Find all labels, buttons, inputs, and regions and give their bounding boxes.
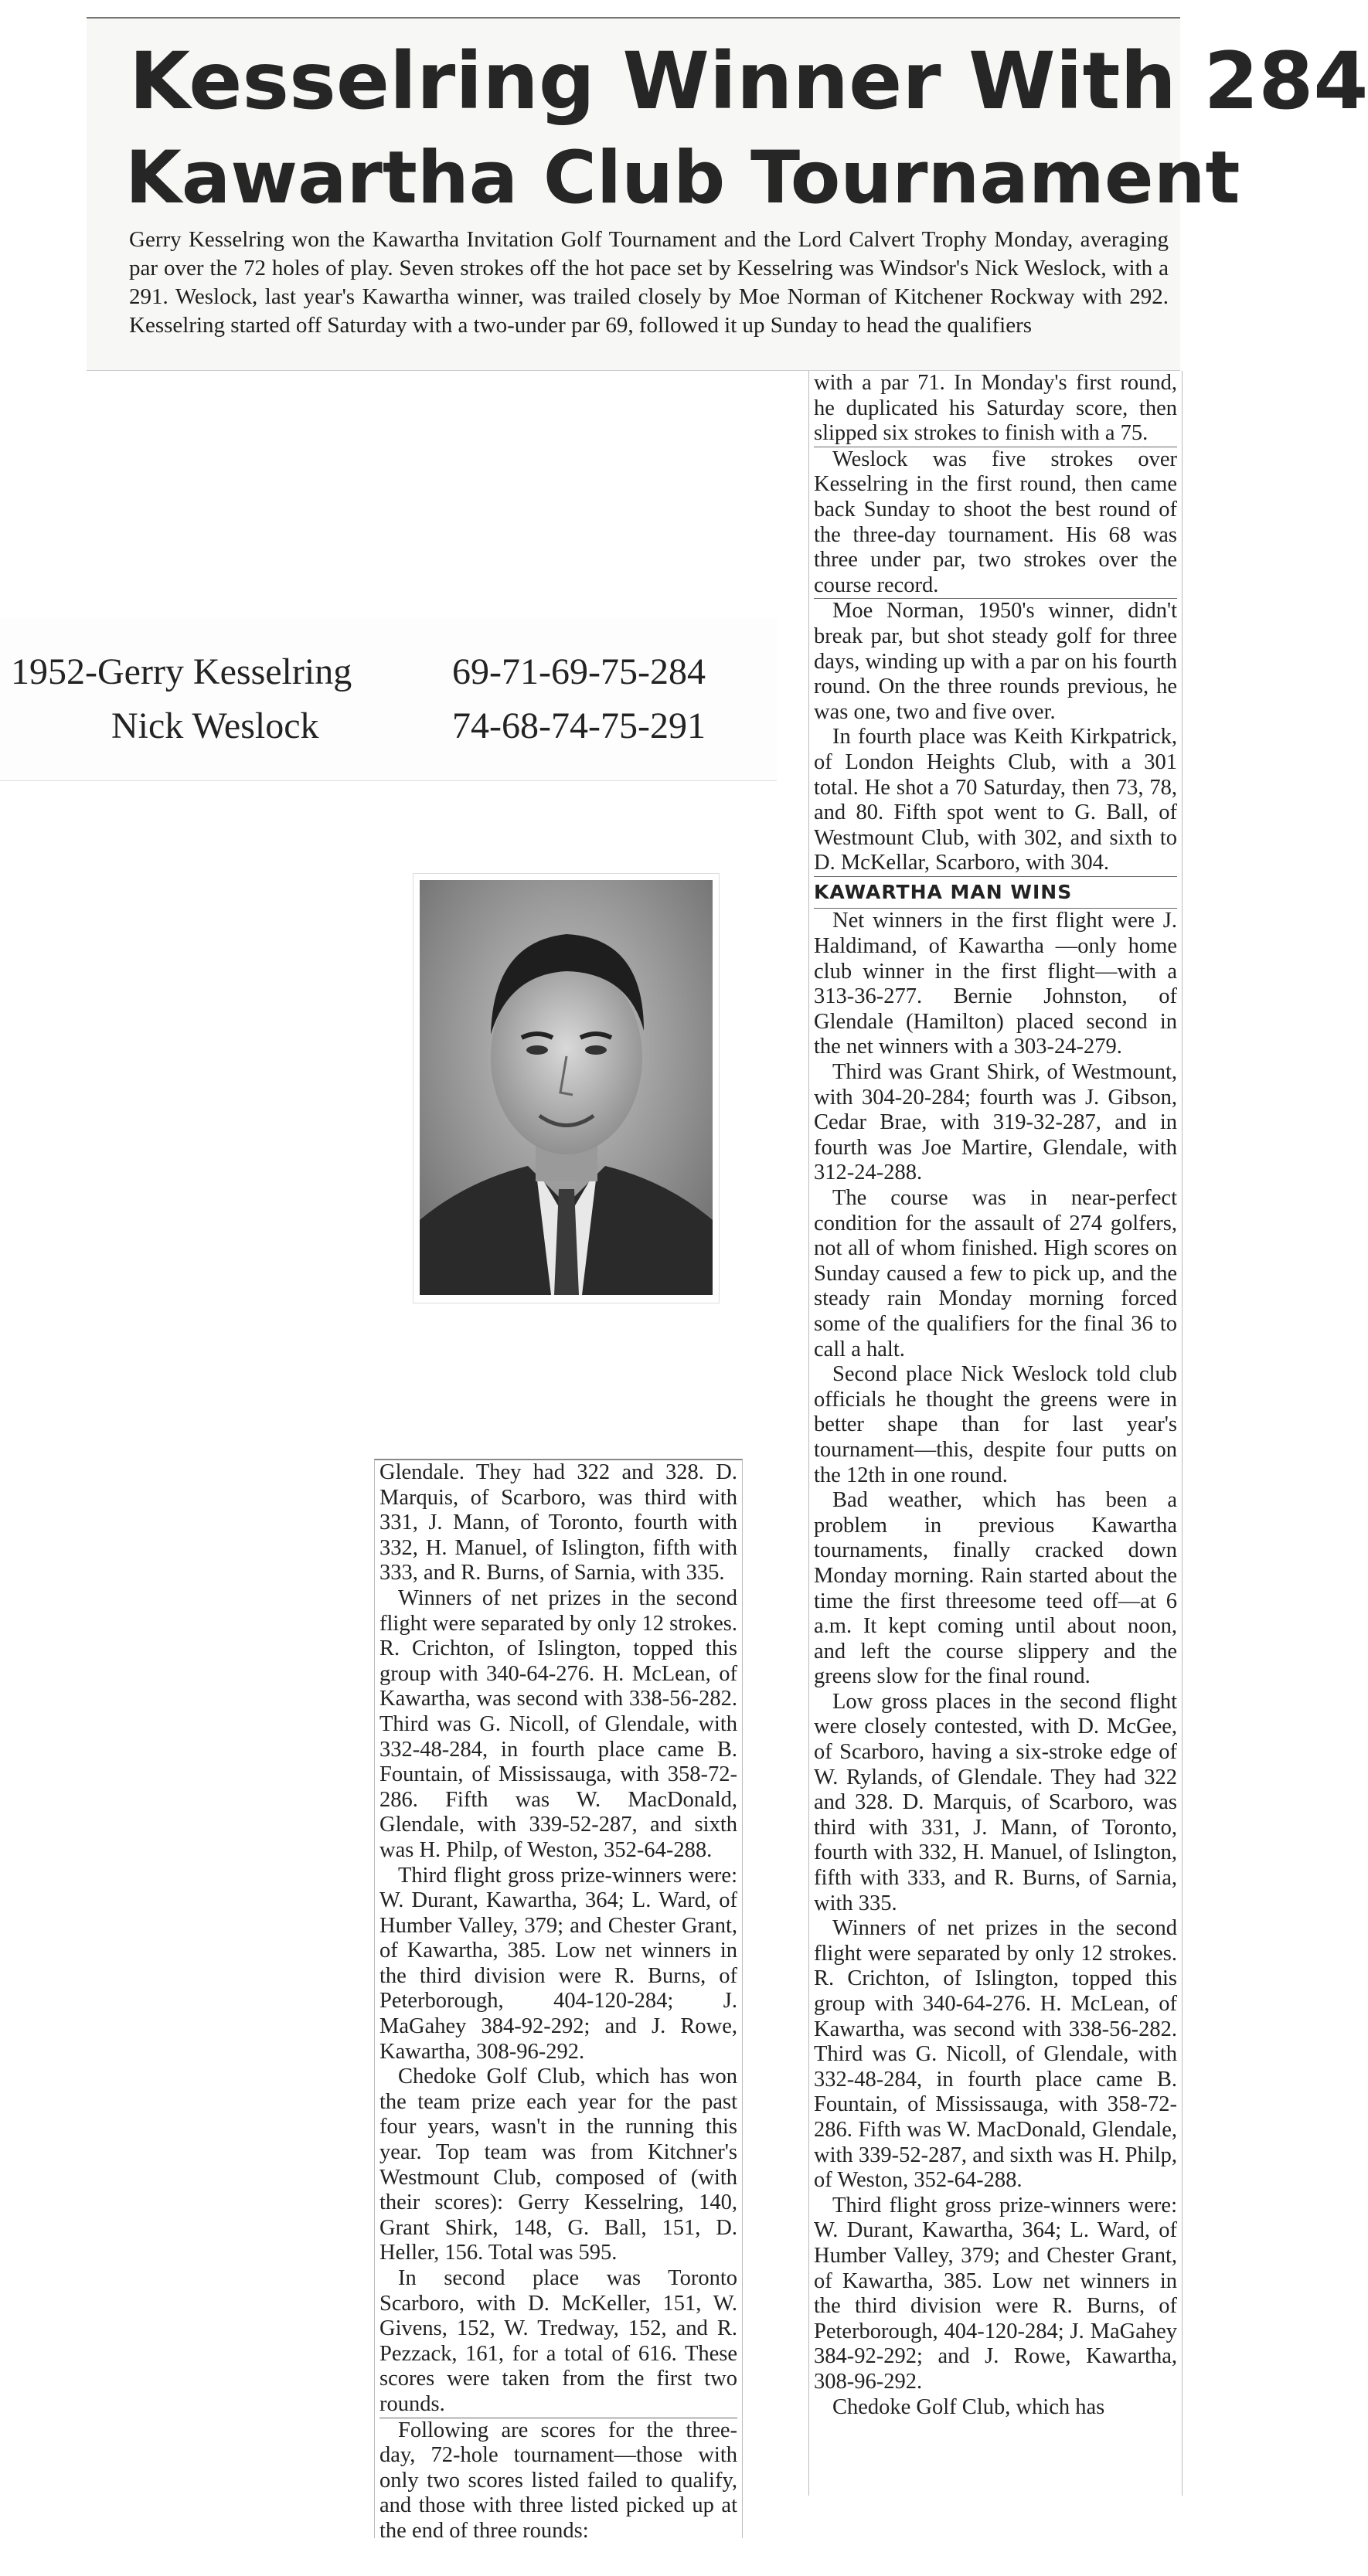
right-paragraph: Low gross places in the second flight were closely contested, with D. McGee, of Scarboro, having a six-stroke edge of W. Rylands, of Glendale. They had 322 and 328. D. Marquis, of Scarboro, was third with 331, J. Mann, of Toronto, fourth with 332, H. Manuel, of Islington, fifth with 333, and R. Burns, of Sarnia, with 335. xyxy=(814,1689,1177,1915)
portrait-photo-icon xyxy=(420,880,713,1295)
score-row-1-scores: 69-71-69-75-284 xyxy=(452,651,706,692)
section-subhead: KAWARTHA MAN WINS xyxy=(814,880,1073,903)
headline-line-1: Kesselring Winner With 284 xyxy=(129,36,1368,127)
lower-article-column xyxy=(374,1459,743,2543)
right-paragraph: with a par 71. In Monday's first round, he duplicated his Saturday score, then slipped six strokes to finish with a 75. xyxy=(814,371,1177,446)
right-article-column xyxy=(808,371,1183,2496)
right-paragraph: The course was in near-perfect condition for the assault of 274 golfers, not all of whom finished. High scores on Sunday caused a few to pick up, and the steady rain Monday morning forced some of the qualifiers for the final 36 to call a halt. xyxy=(814,1186,1177,1361)
lower-paragraph: Winners of net prizes in the second flight were separated by only 12 strokes. R. Crichton, of Islington, topped this group with 340-64-276. H. McLean, of Kawartha, was second with 338-56-282. Third was G. Nicoll, of Glendale, with 332-48-284, in fourth place came B. Fountain, of Mississauga, with 358-72-286. Fifth was W. MacDonald, Glendale, with 339-52-287, and sixth was H. Philp, of Weston, 352-64-288. xyxy=(379,1585,737,1862)
right-paragraph: Weslock was five strokes over Kesselring in the first round, then came back Sunday to shoot the best round of the three-day tournament. His 68 was three under par, two strokes over the course record. xyxy=(814,447,1177,597)
lower-paragraph: Chedoke Golf Club, which has won the team prize each year for the past four years, wasn't in the running this year. Top team was from Kitchner's Westmount Club, composed of (with their scores): Gerry Kesselring, 140, Grant Shirk, 148, G. Ball, 151, D. Heller, 156. Total was 595. xyxy=(379,2065,737,2265)
score-row-2-scores: 74-68-74-75-291 xyxy=(452,705,706,746)
score-row-1-name: 1952-Gerry Kesselring xyxy=(11,651,352,692)
lead-paragraph: Gerry Kesselring won the Kawartha Invitation Golf Tournament and the Lord Calvert Trophy Monday, averaging par over the 72 holes of play. Seven strokes off the hot pace set by Kesselring was Windsor's Nick Weslock, with a 291. Weslock, last year's Kawartha winner, was trailed closely by Moe Norman of Kitchener Rockway with 292. Kesselring started off Saturday with a two-under par 69, followed it up Sunday to head the qualifiers xyxy=(129,227,1169,338)
right-paragraph: Moe Norman, 1950's winner, didn't break par, but shot steady golf for three days, winding up with a par on his fourth round. On the three rounds previous, he was one, two and five over. xyxy=(814,599,1177,724)
right-paragraph: Bad weather, which has been a problem in previous Kawartha tournaments, finally cracked down Monday morning. Rain started about the time the first threesome teed off—at 6 a.m. It kept coming until about noon, and left the course slippery and the greens slow for the final round. xyxy=(814,1488,1177,1689)
right-paragraph: Chedoke Golf Club, which has xyxy=(832,2394,1105,2419)
right-paragraph: Third flight gross prize-winners were: W. Durant, Kawartha, 364; L. Ward, of Humber Valley, 379; and Chester Grant, of Kawartha, 385. Low net winners in the third division were R. Burns, of Peterborough, 404-120-284; J. MaGahey 384-92-292; and J. Rowe, Kawartha, 308-96-292. xyxy=(814,2193,1177,2394)
lower-paragraph: Following are scores for the three-day, 72-hole tournament—those with only two scores listed failed to qualify, and those with three listed picked up at the end of three rounds: xyxy=(379,2418,737,2543)
right-paragraph: Winners of net prizes in the second flight were separated by only 12 strokes. R. Crichton, of Islington, topped this group with 340-64-276. H. McLean, of Kawartha, was second with 338-56-282. Third was G. Nicoll, of Glendale, with 332-48-284, in fourth place came B. Fountain, of Mississauga, with 358-72-286. Fifth was W. MacDonald, Glendale, with 339-52-287, and sixth was H. Philp, of Weston, 352-64-288. xyxy=(814,1916,1177,2193)
right-paragraph: Second place Nick Weslock told club officials he thought the greens were in better shape than for last year's tournament—this, despite four putts on the 12th in one round. xyxy=(814,1362,1177,1487)
lower-paragraph: Third flight gross prize-winners were: W. Durant, Kawartha, 364; L. Ward, of Humber Valley, 379; and Chester Grant, of Kawartha, 385. Low net winners in the third division were R. Burns, of Peterborough, 404-120-284; J. MaGahey 384-92-292; and J. Rowe, Kawartha, 308-96-292. xyxy=(379,1863,737,2064)
headline-clipping xyxy=(87,17,1368,371)
lower-paragraph: In second place was Toronto Scarboro, with D. McKeller, 151, W. Givens, 152, W. Tredway, 152, and R. Pezzack, 161, for a total of 616. These scores were taken from the first two rounds. xyxy=(379,2266,737,2416)
column-divider xyxy=(814,876,1177,877)
score-summary xyxy=(0,618,777,781)
right-paragraph: In fourth place was Keith Kirkpatrick, of London Heights Club, with a 301 total. He shot a 70 Saturday, then 73, 78, and 80. Fifth spot went to G. Ball, of Westmount Club, with 302, and sixth to D. McKellar, Scarboro, with 304. xyxy=(814,725,1177,875)
portrait-photo-frame xyxy=(413,873,720,1303)
lower-paragraph: Glendale. They had 322 and 328. D. Marquis, of Scarboro, was third with 331, J. Mann, of Toronto, fourth with 332, H. Manuel, of Islington, fifth with 333, and R. Burns, of Sarnia, with 335. xyxy=(379,1460,737,1585)
right-paragraph: Third was Grant Shirk, of Westmount, with 304-20-284; fourth was J. Gibson, Cedar Brae, with 319-32-287, and in fourth was Joe Martire, Glendale, with 312-24-288. xyxy=(814,1060,1177,1185)
right-paragraph: Net winners in the first flight were J. Haldimand, of Kawartha —only home club winner in the first flight—with a 313-36-277. Bernie Johnston, of Glendale (Hamilton) placed second in the net winners with a 303-24-279. xyxy=(814,909,1177,1059)
headline-line-2: Kawartha Club Tournament xyxy=(125,136,1240,220)
score-row-2-name: Nick Weslock xyxy=(111,705,319,746)
